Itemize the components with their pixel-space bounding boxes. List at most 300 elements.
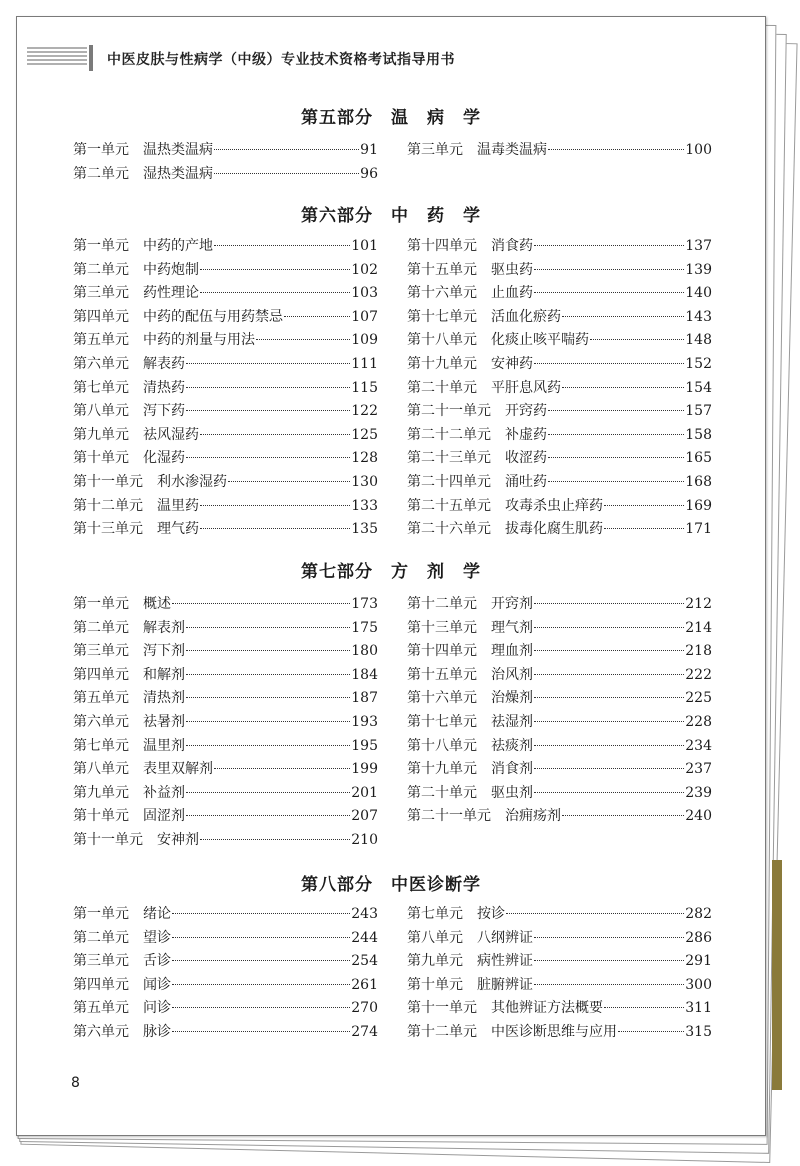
toc-entry-title: 泻下药	[143, 403, 185, 420]
toc-entry[interactable]	[407, 903, 712, 927]
toc-entry-leader-dots	[534, 292, 684, 293]
toc-entry-title: 理血剂	[491, 643, 533, 660]
toc-entry[interactable]	[73, 617, 378, 641]
toc-entry-title: 补虚药	[505, 426, 547, 443]
toc-entry[interactable]	[407, 353, 712, 377]
toc-entry[interactable]	[407, 1021, 712, 1045]
toc-entry-title: 开窍药	[505, 403, 547, 420]
toc-entry-title: 理气剂	[491, 619, 533, 636]
toc-entry[interactable]	[407, 735, 712, 759]
toc-entry-title: 收涩药	[505, 450, 547, 467]
toc-entry[interactable]	[73, 518, 378, 542]
toc-entry-page-number: 140	[685, 285, 712, 302]
toc-entry-unit: 第三单元	[407, 142, 463, 158]
toc-entry[interactable]	[407, 640, 712, 664]
section-5-left-column	[73, 139, 378, 186]
toc-entry-title: 中药的产地	[143, 238, 213, 254]
toc-entry[interactable]	[73, 711, 378, 735]
toc-entry[interactable]	[407, 758, 712, 782]
toc-entry-page-number: 228	[685, 713, 712, 730]
toc-entry-leader-dots	[186, 627, 350, 628]
toc-entry[interactable]	[407, 400, 712, 424]
toc-entry-title: 温热类温病	[143, 142, 213, 158]
toc-entry[interactable]	[407, 377, 712, 401]
toc-entry-title: 祛暑剂	[143, 713, 185, 730]
toc-entry-title: 温里剂	[143, 737, 185, 754]
toc-entry-unit: 第五单元	[73, 1000, 129, 1017]
toc-entry-title: 问诊	[143, 1000, 171, 1017]
toc-entry-unit: 第八单元	[73, 403, 129, 420]
toc-entry-page-number: 152	[685, 355, 712, 372]
toc-entry[interactable]	[407, 593, 712, 617]
toc-entry-page-number: 157	[685, 403, 712, 420]
toc-entry-unit: 第三单元	[73, 285, 129, 302]
toc-entry-title: 中药炮制	[143, 261, 199, 278]
toc-entry-leader-dots	[534, 792, 684, 793]
toc-entry-unit: 第九单元	[73, 426, 129, 443]
toc-entry[interactable]	[73, 139, 378, 163]
toc-entry-unit: 第十六单元	[407, 285, 477, 302]
toc-entry-unit: 第七单元	[73, 737, 129, 754]
toc-entry-title: 利水渗湿药	[157, 473, 227, 490]
toc-entry-leader-dots	[562, 316, 684, 317]
toc-entry-unit: 第十九单元	[407, 355, 477, 372]
toc-entry-page-number: 207	[351, 808, 378, 825]
toc-entry-page-number: 130	[351, 473, 378, 490]
toc-entry-leader-dots	[214, 149, 359, 150]
toc-entry[interactable]	[407, 664, 712, 688]
toc-entry-page-number: 193	[351, 713, 378, 730]
toc-entry-unit: 第九单元	[407, 953, 463, 970]
toc-entry-unit: 第十四单元	[407, 238, 477, 254]
toc-entry[interactable]	[73, 377, 378, 401]
toc-entry[interactable]	[73, 687, 378, 711]
toc-entry[interactable]	[407, 424, 712, 448]
toc-entry-unit: 第十九单元	[407, 761, 477, 778]
toc-entry[interactable]	[73, 735, 378, 759]
toc-entry[interactable]	[73, 471, 378, 495]
toc-entry-title: 闻诊	[143, 976, 171, 993]
toc-entry-unit: 第四单元	[73, 308, 129, 325]
toc-entry-title: 消食药	[491, 238, 533, 254]
toc-entry[interactable]	[407, 974, 712, 998]
toc-entry-leader-dots	[172, 1031, 350, 1032]
toc-entry-leader-dots	[172, 913, 350, 914]
page-header	[17, 43, 765, 73]
toc-entry-title: 涌吐药	[505, 473, 547, 490]
toc-entry[interactable]	[407, 950, 712, 974]
toc-entry-leader-dots	[228, 481, 350, 482]
toc-entry-leader-dots	[534, 627, 684, 628]
toc-entry-title: 中药的配伍与用药禁忌	[143, 308, 283, 325]
toc-entry-unit: 第三单元	[73, 643, 129, 660]
toc-entry[interactable]	[407, 235, 712, 259]
toc-entry-unit: 第三单元	[73, 953, 129, 970]
toc-entry-leader-dots	[534, 674, 684, 675]
section-8-left-column	[73, 903, 378, 1045]
header-stripes-decoration	[27, 47, 87, 69]
toc-entry-title: 中医诊断思维与应用	[491, 1023, 617, 1040]
toc-entry-leader-dots	[548, 481, 684, 482]
toc-entry-unit: 第一单元	[73, 906, 129, 922]
toc-entry-page-number: 300	[685, 976, 712, 993]
toc-entry-leader-dots	[200, 269, 350, 270]
toc-entry[interactable]	[73, 1021, 378, 1045]
toc-entry[interactable]	[407, 306, 712, 330]
toc-entry-leader-dots	[548, 434, 684, 435]
toc-entry-title: 化湿药	[143, 450, 185, 467]
toc-entry-leader-dots	[548, 149, 684, 150]
toc-entry-leader-dots	[200, 505, 350, 506]
toc-entry-unit: 第十七单元	[407, 308, 477, 325]
toc-entry-title: 驱虫药	[491, 261, 533, 278]
toc-entry-title: 祛湿剂	[491, 713, 533, 730]
toc-entry-page-number: 311	[685, 1000, 712, 1017]
toc-entry[interactable]	[407, 495, 712, 519]
toc-entry-leader-dots	[604, 505, 684, 506]
toc-entry-title: 理气药	[157, 521, 199, 538]
toc-entry-leader-dots	[186, 363, 350, 364]
toc-entry[interactable]	[73, 664, 378, 688]
toc-entry-page-number: 100	[685, 142, 712, 158]
toc-entry-page-number: 315	[685, 1023, 712, 1040]
toc-entry-page-number: 237	[685, 761, 712, 778]
toc-entry[interactable]	[407, 139, 712, 163]
toc-entry-page-number: 109	[351, 332, 378, 349]
toc-entry-unit: 第十单元	[73, 450, 129, 467]
toc-entry[interactable]	[73, 950, 378, 974]
toc-entry-title: 药性理论	[143, 285, 199, 302]
toc-entry-title: 望诊	[143, 929, 171, 946]
toc-entry-leader-dots	[214, 173, 359, 174]
toc-entry-leader-dots	[618, 1031, 684, 1032]
toc-entry[interactable]	[73, 495, 378, 519]
toc-entry-leader-dots	[256, 339, 350, 340]
toc-entry-title: 开窍剂	[491, 596, 533, 612]
toc-entry-leader-dots	[186, 815, 350, 816]
toc-entry-title: 病性辨证	[477, 953, 533, 970]
toc-entry-title: 脏腑辨证	[477, 976, 533, 993]
toc-entry-unit: 第十三单元	[73, 521, 143, 538]
toc-entry-unit: 第二十五单元	[407, 497, 491, 514]
toc-entry-unit: 第一单元	[73, 238, 129, 254]
toc-entry[interactable]	[407, 687, 712, 711]
page-number: 8	[71, 1075, 80, 1091]
toc-entry-unit: 第九单元	[73, 784, 129, 801]
toc-entry[interactable]	[73, 353, 378, 377]
toc-entry-leader-dots	[214, 245, 350, 246]
toc-entry[interactable]	[73, 974, 378, 998]
toc-entry-title: 泻下剂	[143, 643, 185, 660]
toc-entry-page-number: 115	[351, 379, 378, 396]
toc-entry-leader-dots	[548, 457, 684, 458]
toc-entry-unit: 第八单元	[407, 929, 463, 946]
toc-entry-title: 活血化瘀药	[491, 308, 561, 325]
toc-entry-unit: 第十七单元	[407, 713, 477, 730]
toc-entry-page-number: 270	[351, 1000, 378, 1017]
toc-entry-leader-dots	[186, 745, 350, 746]
toc-entry-page-number: 101	[351, 238, 378, 254]
toc-entry[interactable]	[73, 447, 378, 471]
toc-entry-page-number: 102	[351, 261, 378, 278]
toc-entry-leader-dots	[562, 387, 684, 388]
toc-entry-leader-dots	[172, 937, 350, 938]
toc-entry-leader-dots	[186, 457, 350, 458]
toc-entry-title: 清热药	[143, 379, 185, 396]
section-title-6: 第六部分 中 药 学	[301, 206, 481, 226]
toc-entry-page-number: 168	[685, 473, 712, 490]
toc-entry-leader-dots	[200, 839, 350, 840]
toc-entry-unit: 第十四单元	[407, 643, 477, 660]
toc-entry-leader-dots	[604, 1007, 684, 1008]
toc-entry-title: 脉诊	[143, 1023, 171, 1040]
toc-entry-unit: 第二单元	[73, 165, 129, 182]
toc-entry-title: 概述	[143, 596, 171, 612]
toc-entry-page-number: 210	[351, 831, 378, 848]
toc-entry-leader-dots	[214, 768, 350, 769]
toc-entry[interactable]	[73, 640, 378, 664]
toc-entry-title: 温里药	[157, 497, 199, 514]
toc-entry-page-number: 184	[351, 666, 378, 683]
toc-entry-unit: 第四单元	[73, 976, 129, 993]
toc-entry-unit: 第六单元	[73, 355, 129, 372]
toc-entry-leader-dots	[172, 1007, 350, 1008]
toc-entry[interactable]	[73, 997, 378, 1021]
toc-entry-title: 止血药	[491, 285, 533, 302]
toc-entry-page-number: 111	[351, 355, 378, 372]
toc-entry[interactable]	[407, 447, 712, 471]
toc-entry[interactable]	[407, 805, 712, 829]
toc-entry-page-number: 171	[685, 521, 712, 538]
toc-entry-unit: 第五单元	[73, 690, 129, 707]
toc-entry-title: 补益剂	[143, 784, 185, 801]
toc-entry[interactable]	[73, 306, 378, 330]
toc-entry[interactable]	[73, 593, 378, 617]
toc-entry-page-number: 212	[685, 596, 712, 612]
toc-entry-unit: 第十一单元	[407, 1000, 477, 1017]
toc-entry[interactable]	[73, 282, 378, 306]
toc-entry-page-number: 286	[685, 929, 712, 946]
toc-entry-leader-dots	[506, 913, 684, 914]
toc-entry-unit: 第二十单元	[407, 784, 477, 801]
toc-entry-title: 绪论	[143, 906, 171, 922]
toc-entry-unit: 第十三单元	[407, 619, 477, 636]
toc-entry-page-number: 107	[351, 308, 378, 325]
toc-entry-leader-dots	[534, 650, 684, 651]
toc-entry[interactable]	[73, 235, 378, 259]
toc-entry-leader-dots	[172, 603, 350, 604]
toc-entry-leader-dots	[186, 410, 350, 411]
toc-entry-page-number: 199	[351, 761, 378, 778]
toc-entry-title: 温毒类温病	[477, 142, 547, 158]
toc-entry-page-number: 139	[685, 261, 712, 278]
toc-entry-page-number: 133	[351, 497, 378, 514]
toc-entry-page-number: 91	[360, 142, 378, 158]
toc-entry-title: 攻毒杀虫止痒药	[505, 497, 603, 514]
toc-entry-unit: 第二单元	[73, 261, 129, 278]
toc-entry-title: 中药的剂量与用法	[143, 332, 255, 349]
toc-entry-page-number: 225	[685, 690, 712, 707]
toc-entry[interactable]	[407, 711, 712, 735]
toc-entry-unit: 第十一单元	[73, 831, 143, 848]
toc-entry-page-number: 158	[685, 426, 712, 443]
toc-entry-unit: 第十二单元	[407, 596, 477, 612]
toc-entry-leader-dots	[534, 745, 684, 746]
toc-entry[interactable]	[73, 758, 378, 782]
toc-entry-page-number: 154	[685, 379, 712, 396]
toc-entry-unit: 第十单元	[407, 976, 463, 993]
toc-entry-title: 按诊	[477, 906, 505, 922]
toc-entry-page-number: 291	[685, 953, 712, 970]
toc-entry-leader-dots	[590, 339, 684, 340]
toc-entry[interactable]	[73, 782, 378, 806]
toc-entry-title: 祛痰剂	[491, 737, 533, 754]
toc-entry-leader-dots	[284, 316, 350, 317]
section-title-8: 第八部分 中医诊断学	[301, 875, 481, 895]
toc-entry-title: 和解剂	[143, 666, 185, 683]
side-accent	[772, 860, 782, 1090]
toc-entry-unit: 第六单元	[73, 1023, 129, 1040]
toc-entry-title: 平肝息风药	[491, 379, 561, 396]
toc-entry-leader-dots	[534, 603, 684, 604]
toc-entry[interactable]	[73, 329, 378, 353]
toc-entry-unit: 第十一单元	[73, 473, 143, 490]
toc-entry-unit: 第五单元	[73, 332, 129, 349]
toc-entry-page-number: 239	[685, 784, 712, 801]
toc-entry[interactable]	[407, 997, 712, 1021]
toc-entry[interactable]	[73, 163, 378, 187]
toc-entry[interactable]	[407, 782, 712, 806]
toc-entry-leader-dots	[534, 984, 684, 985]
toc-entry-page-number: 143	[685, 308, 712, 325]
toc-entry-unit: 第十八单元	[407, 737, 477, 754]
toc-entry-unit: 第二十六单元	[407, 521, 491, 538]
toc-entry-leader-dots	[534, 768, 684, 769]
toc-entry-leader-dots	[534, 937, 684, 938]
toc-entry-title: 消食剂	[491, 761, 533, 778]
toc-entry-unit: 第二十单元	[407, 379, 477, 396]
toc-entry-unit: 第十五单元	[407, 261, 477, 278]
toc-entry-leader-dots	[186, 721, 350, 722]
toc-entry-page-number: 254	[351, 953, 378, 970]
toc-entry-unit: 第二单元	[73, 619, 129, 636]
toc-entry-title: 驱虫剂	[491, 784, 533, 801]
toc-entry-title: 舌诊	[143, 953, 171, 970]
toc-entry-page-number: 169	[685, 497, 712, 514]
toc-entry-leader-dots	[604, 528, 684, 529]
toc-entry-title: 安神药	[491, 355, 533, 372]
toc-entry-leader-dots	[186, 674, 350, 675]
toc-entry-unit: 第六单元	[73, 713, 129, 730]
toc-entry-page-number: 261	[351, 976, 378, 993]
toc-entry-leader-dots	[200, 528, 350, 529]
toc-entry-unit: 第二十四单元	[407, 473, 491, 490]
toc-entry-leader-dots	[186, 697, 350, 698]
toc-entry[interactable]	[407, 617, 712, 641]
toc-entry-page-number: 175	[351, 619, 378, 636]
toc-entry-leader-dots	[534, 245, 684, 246]
toc-entry[interactable]	[73, 903, 378, 927]
toc-entry-page-number: 234	[685, 737, 712, 754]
toc-entry-leader-dots	[200, 434, 350, 435]
toc-entry[interactable]	[73, 805, 378, 829]
toc-entry-page-number: 201	[351, 784, 378, 801]
toc-entry-unit: 第一单元	[73, 596, 129, 612]
toc-entry[interactable]	[73, 927, 378, 951]
toc-entry-leader-dots	[186, 792, 350, 793]
toc-entry-page-number: 244	[351, 929, 378, 946]
toc-entry-unit: 第二十二单元	[407, 426, 491, 443]
section-7-left-column	[73, 593, 378, 853]
toc-entry-title: 治痈疡剂	[505, 808, 561, 825]
section-5-right-column	[407, 139, 712, 163]
toc-page	[16, 16, 766, 1136]
toc-entry-title: 清热剂	[143, 690, 185, 707]
toc-entry-leader-dots	[172, 960, 350, 961]
toc-entry-page-number: 125	[351, 426, 378, 443]
toc-entry-page-number: 96	[360, 165, 378, 182]
section-title-5: 第五部分 温 病 学	[301, 108, 481, 128]
toc-entry-page-number: 214	[685, 619, 712, 636]
toc-entry-unit: 第七单元	[73, 379, 129, 396]
toc-entry-page-number: 103	[351, 285, 378, 302]
toc-entry-title: 拔毒化腐生肌药	[505, 521, 603, 538]
toc-entry-title: 八纲辨证	[477, 929, 533, 946]
toc-entry[interactable]	[407, 282, 712, 306]
toc-entry-leader-dots	[562, 815, 684, 816]
toc-entry-page-number: 218	[685, 643, 712, 660]
toc-entry-page-number: 148	[685, 332, 712, 349]
toc-entry-unit: 第七单元	[407, 906, 463, 922]
toc-entry-page-number: 180	[351, 643, 378, 660]
toc-entry-leader-dots	[186, 387, 350, 388]
toc-entry-title: 湿热类温病	[143, 165, 213, 182]
toc-entry-page-number: 195	[351, 737, 378, 754]
toc-entry-title: 祛风湿药	[143, 426, 199, 443]
toc-entry-page-number: 240	[685, 808, 712, 825]
toc-entry-leader-dots	[534, 269, 684, 270]
toc-entry-page-number: 274	[351, 1023, 378, 1040]
toc-entry[interactable]	[407, 927, 712, 951]
toc-entry-unit: 第一单元	[73, 142, 129, 158]
toc-entry[interactable]	[73, 400, 378, 424]
toc-entry[interactable]	[73, 829, 378, 853]
toc-entry-leader-dots	[534, 697, 684, 698]
toc-entry-page-number: 282	[685, 906, 712, 922]
toc-entry[interactable]	[407, 471, 712, 495]
toc-entry-leader-dots	[186, 650, 350, 651]
header-title: 中医皮肤与性病学（中级）专业技术资格考试指导用书	[107, 52, 455, 68]
section-6-left-column	[73, 235, 378, 542]
toc-entry[interactable]	[73, 424, 378, 448]
toc-entry[interactable]	[73, 259, 378, 283]
toc-entry-unit: 第四单元	[73, 666, 129, 683]
section-8-right-column	[407, 903, 712, 1045]
header-bar	[89, 45, 93, 71]
toc-entry-title: 治燥剂	[491, 690, 533, 707]
toc-entry-page-number: 137	[685, 238, 712, 254]
section-title-7: 第七部分 方 剂 学	[301, 562, 481, 582]
toc-entry-leader-dots	[534, 721, 684, 722]
toc-entry-title: 表里双解剂	[143, 761, 213, 778]
toc-entry[interactable]	[407, 329, 712, 353]
toc-entry[interactable]	[407, 259, 712, 283]
toc-entry-unit: 第十五单元	[407, 666, 477, 683]
toc-entry-unit: 第十二单元	[407, 1023, 477, 1040]
toc-entry-title: 安神剂	[157, 831, 199, 848]
toc-entry-leader-dots	[534, 363, 684, 364]
toc-entry[interactable]	[407, 518, 712, 542]
